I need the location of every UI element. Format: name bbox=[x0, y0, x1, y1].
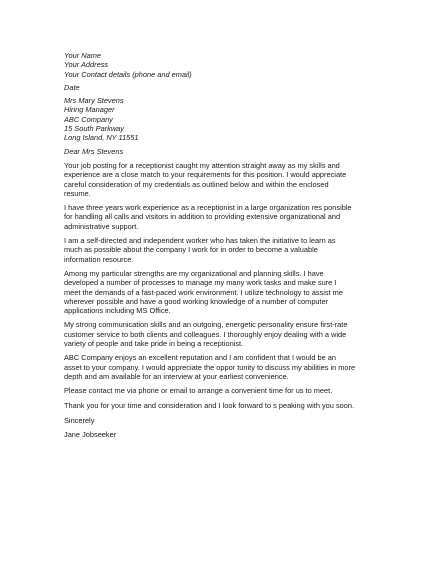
date-block bbox=[64, 83, 382, 92]
paragraph-3 bbox=[64, 236, 382, 264]
paragraph-line: Thank you for your time and consideration and I look forward to s peaking with you soon. bbox=[64, 400, 355, 410]
paragraph-8 bbox=[64, 401, 382, 410]
sender-address: Your Address bbox=[64, 60, 109, 70]
paragraph-line: developed a number of processes to manage my many work tasks and make sure I bbox=[64, 278, 337, 288]
paragraph-line: careful consideration of my credentials as outlined below and within the enclosed bbox=[64, 179, 329, 189]
paragraph-line: information resource. bbox=[64, 254, 134, 264]
paragraph-line: I have three years work experience as a receptionist in a large organization res ponsible bbox=[64, 203, 352, 213]
paragraph-line: My strong communication skills and an outgoing, energetic personality ensure first-rate bbox=[64, 320, 348, 330]
paragraph-line: variety of people and take pride in being a receptionist. bbox=[64, 339, 244, 349]
paragraph-line: I am a self-directed and independent worker who has taken the initiative to learn as bbox=[64, 236, 336, 246]
recipient-city: Long Island, NY 11551 bbox=[64, 133, 139, 143]
paragraph-7 bbox=[64, 386, 382, 395]
paragraph-line: experience are a close match to your requirements for this position. I would appreciate bbox=[64, 170, 347, 180]
paragraph-2 bbox=[64, 203, 382, 231]
recipient-title: Hiring Manager bbox=[64, 105, 115, 115]
recipient-street: 15 South Parkway bbox=[64, 124, 124, 134]
recipient-name: Mrs Mary Stevens bbox=[64, 96, 124, 106]
paragraph-4 bbox=[64, 269, 382, 315]
paragraph-5 bbox=[64, 320, 382, 348]
sender-contact: Your Contact details (phone and email) bbox=[64, 69, 192, 79]
paragraph-line: much as possible about the company I work for in order to become a valuable bbox=[64, 245, 318, 255]
paragraph-6 bbox=[64, 353, 382, 381]
recipient-company: ABC Company bbox=[64, 114, 113, 124]
signature bbox=[64, 430, 382, 439]
paragraph-line: for handling all calls and visitors in addition to providing extensive organizational and bbox=[64, 212, 341, 222]
paragraph-line: meet the demands of a fast-paced work environment. I utilize technology to assist me bbox=[64, 287, 343, 297]
paragraph-line: ABC Company enjoys an excellent reputation and I am confident that I would be an bbox=[64, 353, 336, 363]
letter-date: Date bbox=[64, 82, 80, 92]
closing bbox=[64, 416, 382, 425]
sender-block bbox=[64, 51, 382, 79]
paragraph-line: resume. bbox=[64, 188, 91, 198]
sender-name: Your Name bbox=[64, 51, 101, 60]
closing-text: Sincerely bbox=[64, 415, 95, 425]
paragraph-1 bbox=[64, 161, 382, 198]
paragraph-line: Please contact me via phone or email to arrange a convenient time for us to meet. bbox=[64, 386, 333, 396]
paragraph-line: Among my particular strengths are my organizational and planning skills. I have bbox=[64, 268, 324, 278]
signature-name: Jane Jobseeker bbox=[64, 430, 117, 440]
paragraph-line: applications including MS Office. bbox=[64, 306, 171, 316]
paragraph-line: asset to your company. I would appreciate the oppor tunity to discuss my abilities in more bbox=[64, 362, 356, 372]
paragraph-line: administrative support. bbox=[64, 221, 139, 231]
paragraph-line: depth and am available for an interview at your earliest convenience. bbox=[64, 371, 289, 381]
paragraph-line: Your job posting for a receptionist caught my attention straight away as my skills and bbox=[64, 160, 340, 170]
paragraph-line: wherever possible and have a good working knowledge of a number of computer bbox=[64, 296, 329, 306]
salutation bbox=[64, 147, 382, 156]
cover-letter bbox=[64, 51, 382, 439]
paragraph-line: customer service to both clients and colleagues. I thoroughly enjoy dealing with a wide bbox=[64, 329, 347, 339]
salutation-text: Dear Mrs Stevens bbox=[64, 146, 124, 156]
recipient-block bbox=[64, 96, 382, 142]
